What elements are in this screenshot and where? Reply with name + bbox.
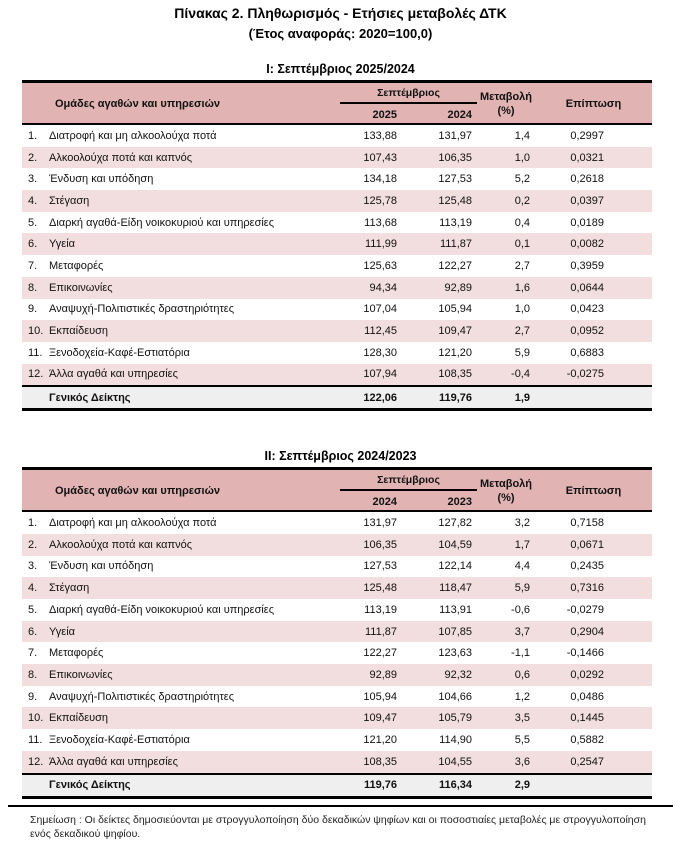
year-headers (340, 491, 477, 512)
col-header-change-line2: (%) (497, 492, 515, 505)
col-header-month: Σεπτέμβριος (340, 83, 477, 104)
row-number: 7. (28, 647, 38, 660)
page-title: Πίνακας 2. Πληθωρισμός - Ετήσιες μεταβολές ΔΤΚ (174, 5, 507, 21)
index-value-year1: 113,68 (364, 216, 397, 229)
row-number: 2. (28, 538, 38, 551)
row-number: 6. (28, 238, 38, 251)
impact-value: 0,0321 (570, 151, 604, 164)
table-row (22, 233, 652, 255)
impact-value: 0,0486 (570, 690, 604, 703)
category-name: Μεταφορές (49, 647, 104, 660)
table-row (22, 168, 652, 190)
index-value-year1: 131,97 (363, 517, 397, 530)
col-header-change-line1: Μεταβολή (479, 91, 533, 103)
change-value: 3,5 (514, 712, 530, 725)
index-value-year2: 104,66 (438, 690, 472, 703)
index-value-year2: 127,53 (438, 173, 472, 186)
index-value-year1: 134,18 (363, 173, 397, 186)
category-name: Στέγαση (49, 194, 90, 207)
index-value-year1: 125,48 (363, 582, 397, 595)
index-value-year2: 118,47 (439, 582, 472, 595)
category-name: Ένδυση και υπόδηση (49, 560, 154, 573)
table-row (22, 534, 652, 556)
section-title: ΙΙ: Σεπτέμβριος 2024/2023 (264, 449, 417, 464)
category-name: Άλλα αγαθά και υπηρεσίες (49, 368, 178, 381)
index-value-year1: 106,35 (363, 538, 397, 551)
index-value-year2: 113,19 (439, 216, 472, 229)
table-header (22, 83, 652, 125)
impact-value: 0,2618 (570, 173, 604, 186)
change-value: 3,6 (514, 755, 530, 768)
inflation-table-2024-2023 (22, 467, 652, 798)
change-value: 2,7 (514, 259, 530, 272)
table-row (22, 729, 652, 751)
index-value-year1: 111,87 (364, 625, 397, 638)
change-value: 1,2 (514, 690, 530, 703)
change-value: 0,6 (514, 668, 530, 681)
impact-value: 0,6883 (570, 346, 604, 359)
category-name: Άλλα αγαθά και υπηρεσίες (49, 755, 178, 768)
change-value: 0,1 (514, 238, 530, 251)
impact-value: -0,1466 (566, 647, 604, 660)
index-value-year2: 107,85 (438, 625, 472, 638)
table-body (22, 512, 652, 772)
section-september-2024-2023 (0, 449, 681, 798)
index-value-year2: 122,27 (438, 259, 472, 272)
table-row (22, 147, 652, 169)
category-name: Διατροφή και μη αλκοολούχα ποτά (49, 129, 217, 142)
impact-value: 0,0671 (570, 538, 604, 551)
table-row (22, 320, 652, 342)
col-header-change-line1: Μεταβολή (479, 478, 533, 491)
col-header-groups: Ομάδες αγαθών και υπηρεσιών (55, 98, 220, 110)
total-label: Γενικός Δείκτης (49, 391, 131, 404)
table-row (22, 642, 652, 664)
category-name: Επικοινωνίες (49, 668, 113, 681)
table-row (22, 621, 652, 643)
impact-value: -0,0279 (566, 603, 604, 616)
index-value-year1: 105,94 (363, 690, 397, 703)
change-value: 5,2 (514, 173, 530, 186)
index-value-year2: 106,35 (438, 151, 472, 164)
table-row (22, 212, 652, 234)
row-number: 1. (28, 517, 38, 530)
index-value-year2: 114,90 (439, 733, 472, 746)
index-value-year2: 111,87 (439, 238, 472, 251)
table-row (22, 277, 652, 299)
impact-value: 0,7158 (570, 517, 604, 530)
table-row (22, 664, 652, 686)
table-row (22, 707, 652, 729)
index-value-year1: 111,99 (364, 238, 397, 251)
change-value: 1,6 (514, 281, 530, 294)
total-row (22, 773, 652, 796)
table-row (22, 190, 652, 212)
category-name: Αναψυχή-Πολιτιστικές δραστηριότητες (49, 690, 235, 703)
index-value-year1: 128,30 (363, 346, 397, 359)
index-value-year1: 108,35 (363, 755, 397, 768)
col-header-year2: 2023 (447, 495, 472, 508)
category-name: Στέγαση (49, 582, 90, 595)
index-value-year2: 113,91 (439, 603, 472, 616)
impact-value: 0,0397 (570, 194, 604, 207)
year-headers (340, 104, 477, 125)
footnote-divider (8, 805, 673, 807)
col-header-impact: Επίπτωση (565, 485, 622, 498)
index-value-year1: 113,19 (364, 603, 397, 616)
row-number: 9. (28, 690, 38, 703)
section-september-2025-2024 (0, 62, 681, 411)
change-value: 3,7 (514, 625, 530, 638)
impact-value: 0,7316 (570, 582, 604, 595)
col-header-month: Σεπτέμβριος (340, 470, 477, 491)
total-index-year1: 122,06 (363, 391, 397, 404)
table-row (22, 599, 652, 621)
col-header-change-line2: (%) (497, 105, 515, 117)
row-number: 5. (28, 216, 38, 229)
col-header-impact: Επίπτωση (565, 98, 622, 110)
table-row (22, 342, 652, 364)
change-value: 5,5 (514, 733, 530, 746)
impact-value: 0,2904 (570, 625, 604, 638)
index-value-year1: 122,27 (363, 647, 397, 660)
impact-value: 0,3959 (570, 259, 604, 272)
row-number: 11. (28, 346, 43, 359)
index-value-year1: 107,94 (363, 368, 397, 381)
category-name: Ξενοδοχεία-Καφέ-Εστιατόρια (49, 346, 190, 359)
index-value-year2: 109,47 (438, 325, 472, 338)
row-number: 6. (28, 625, 38, 638)
impact-value: -0,0275 (566, 368, 604, 381)
table-row (22, 299, 652, 321)
index-value-year2: 125,48 (438, 194, 472, 207)
index-value-year2: 127,82 (438, 517, 472, 530)
index-value-year2: 92,32 (444, 668, 472, 681)
col-header-month-group (340, 470, 477, 512)
impact-value: 0,0644 (570, 281, 604, 294)
category-name: Διαρκή αγαθά-Είδη νοικοκυριού και υπηρεσίες (49, 603, 275, 616)
change-value: 2,7 (514, 325, 530, 338)
impact-value: 0,0952 (570, 325, 604, 338)
change-value: 1,7 (514, 538, 530, 551)
total-index-year2: 119,76 (438, 391, 472, 404)
change-value: 3,2 (514, 517, 530, 530)
change-value: 1,4 (514, 129, 530, 142)
table-row (22, 686, 652, 708)
index-value-year1: 112,45 (364, 325, 397, 338)
table-body (22, 125, 652, 385)
impact-value: 0,0082 (570, 238, 604, 251)
row-number: 5. (28, 603, 38, 616)
row-number: 3. (28, 173, 38, 186)
index-value-year1: 125,78 (363, 194, 397, 207)
change-value: 0,4 (514, 216, 530, 229)
page-subtitle: (Έτος αναφοράς: 2020=100,0) (248, 26, 433, 41)
change-value: 5,9 (514, 582, 530, 595)
row-number: 10. (28, 325, 44, 338)
index-value-year2: 104,59 (438, 538, 472, 551)
section-title: Ι: Σεπτέμβριος 2025/2024 (266, 62, 415, 76)
row-number: 4. (28, 582, 38, 595)
total-change-value: 2,9 (514, 779, 530, 791)
table-row (22, 255, 652, 277)
category-name: Εκπαίδευση (49, 325, 109, 338)
category-name: Ένδυση και υπόδηση (49, 173, 154, 186)
row-number: 11. (28, 733, 43, 746)
table-header (22, 470, 652, 512)
impact-value: 0,0292 (570, 668, 604, 681)
index-value-year1: 125,63 (363, 259, 397, 272)
col-header-change (477, 83, 535, 125)
index-value-year1: 133,88 (363, 129, 397, 142)
category-name: Υγεία (49, 238, 76, 251)
category-name: Επικοινωνίες (49, 281, 113, 294)
row-number: 9. (28, 303, 38, 316)
category-name: Αλκοολούχα ποτά και καπνός (49, 538, 193, 551)
impact-value: 0,5882 (570, 733, 604, 746)
change-value: -0,4 (511, 368, 530, 381)
category-name: Αλκοολούχα ποτά και καπνός (49, 151, 193, 164)
index-value-year2: 104,55 (438, 755, 472, 768)
total-change-value: 1,9 (514, 391, 530, 404)
change-value: -0,6 (511, 603, 530, 616)
impact-value: 0,0189 (570, 216, 604, 229)
category-name: Διατροφή και μη αλκοολούχα ποτά (49, 517, 217, 530)
total-row (22, 385, 652, 408)
row-number: 1. (28, 129, 38, 142)
index-value-year2: 108,35 (438, 368, 472, 381)
table-row (22, 577, 652, 599)
change-value: -1,1 (511, 647, 530, 660)
col-header-month-group (340, 83, 477, 125)
table-row (22, 125, 652, 147)
impact-value: 0,2435 (570, 560, 604, 573)
total-index-year2: 116,34 (438, 779, 472, 791)
change-value: 4,4 (514, 560, 530, 573)
impact-value: 0,0423 (570, 303, 604, 316)
row-number: 10. (28, 712, 44, 725)
change-value: 0,2 (514, 194, 530, 207)
row-number: 3. (28, 560, 38, 573)
index-value-year2: 105,79 (438, 712, 472, 725)
table-row (22, 556, 652, 578)
impact-value: 0,2547 (570, 755, 604, 768)
table-row (22, 512, 652, 534)
row-number: 8. (28, 281, 38, 294)
index-value-year1: 109,47 (363, 712, 397, 725)
impact-value: 0,1445 (570, 712, 604, 725)
row-number: 8. (28, 668, 38, 681)
col-header-year2: 2024 (447, 108, 472, 121)
col-header-change (477, 470, 535, 512)
index-value-year2: 122,14 (438, 560, 472, 573)
col-header-year1: 2025 (372, 108, 397, 121)
category-name: Διαρκή αγαθά-Είδη νοικοκυριού και υπηρεσίες (49, 216, 275, 229)
index-value-year1: 121,20 (363, 733, 397, 746)
index-value-year1: 107,04 (363, 303, 397, 316)
row-number: 2. (28, 151, 38, 164)
total-index-year1: 119,76 (363, 779, 397, 791)
row-number: 12. (28, 755, 44, 768)
index-value-year2: 121,20 (438, 346, 472, 359)
row-number: 12. (28, 368, 44, 381)
index-value-year2: 123,63 (438, 647, 472, 660)
index-value-year1: 107,43 (363, 151, 397, 164)
category-name: Αναψυχή-Πολιτιστικές δραστηριότητες (49, 303, 235, 316)
impact-value: 0,2997 (570, 129, 604, 142)
table-row (22, 364, 652, 386)
change-value: 5,9 (514, 346, 530, 359)
footnote: Σημείωση : Οι δείκτες δημοσιεύονται με στρογγυλοποίηση δύο δεκαδικών ψηφίων και οι ποσοστιαίες μεταβολές με στρογγυλοποίηση ενός δεκαδικού ψηφίου. (30, 813, 646, 840)
category-name: Μεταφορές (49, 259, 104, 272)
index-value-year1: 127,53 (363, 560, 397, 573)
row-number: 7. (28, 259, 38, 272)
change-value: 1,0 (514, 303, 530, 316)
category-name: Εκπαίδευση (49, 712, 109, 725)
row-number: 4. (28, 194, 38, 207)
total-label: Γενικός Δείκτης (49, 779, 131, 791)
inflation-table-2025-2024 (22, 80, 652, 411)
index-value-year2: 92,89 (444, 281, 472, 294)
col-header-year1: 2024 (372, 495, 397, 508)
change-value: 1,0 (514, 151, 530, 164)
col-header-groups: Ομάδες αγαθών και υπηρεσιών (55, 485, 220, 498)
category-name: Υγεία (49, 625, 76, 638)
index-value-year2: 131,97 (438, 129, 472, 142)
index-value-year1: 92,89 (369, 668, 397, 681)
index-value-year1: 94,34 (369, 281, 397, 294)
category-name: Ξενοδοχεία-Καφέ-Εστιατόρια (49, 733, 190, 746)
index-value-year2: 105,94 (438, 303, 472, 316)
table-row (22, 751, 652, 773)
